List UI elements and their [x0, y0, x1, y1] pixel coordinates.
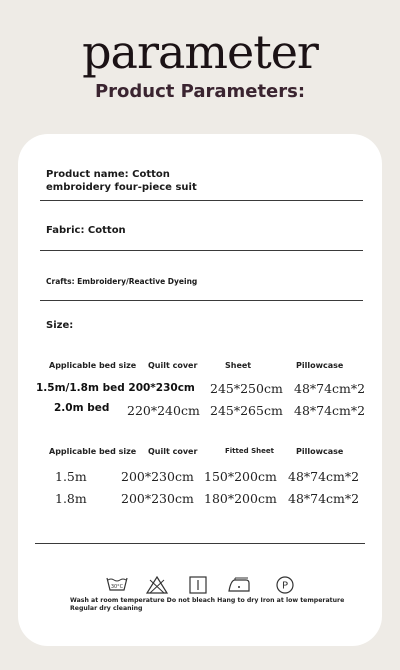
no-bleach-icon: [146, 576, 168, 598]
product-name-line2: embroidery four-piece suit: [46, 182, 197, 193]
care-instructions-line1: Wash at room temperature Do not bleach Hang to dry Iron at low temperature: [70, 597, 345, 604]
table2-row2-sheet: 180*200cm: [204, 491, 277, 506]
table2-header-bed-size: Applicable bed size: [49, 447, 137, 456]
fabric-text: Fabric: Cotton: [46, 225, 126, 236]
divider: [40, 300, 363, 301]
table1-row2-pillow: 48*74cm*2: [294, 403, 366, 418]
table2-row1-bed: 1.5m: [55, 469, 87, 484]
divider: [40, 200, 363, 201]
table2-header-pillow: Pillowcase: [296, 447, 344, 456]
product-name-line1: Product name: Cotton: [46, 169, 170, 180]
divider: [40, 250, 363, 251]
page-title: parameter: [82, 25, 318, 79]
table1-header-pillow: Pillowcase: [296, 361, 344, 370]
table1-row1-bed: 1.5m/1.8m bed 200*230cm: [36, 382, 195, 394]
table2-header-quilt: Quilt cover: [148, 447, 198, 456]
table2-row2-quilt: 200*230cm: [121, 491, 194, 506]
table2-row1-quilt: 200*230cm: [121, 469, 194, 484]
table1-row2-sheet: 245*265cm: [210, 403, 283, 418]
table1-row2-bed: 2.0m bed: [54, 402, 110, 414]
hang-dry-icon: [189, 576, 207, 598]
table1-header-sheet: Sheet: [225, 361, 252, 370]
table2-row1-sheet: 150*200cm: [204, 469, 277, 484]
table2-row2-bed: 1.8m: [55, 491, 87, 506]
parameter-card: [18, 134, 382, 646]
size-label: Size:: [46, 320, 74, 331]
wash-30-icon: [106, 576, 128, 596]
table2-row1-pillow: 48*74cm*2: [288, 469, 360, 484]
product-name: [46, 168, 197, 194]
table1-header-bed-size: Applicable bed size: [49, 361, 137, 370]
table2-header-fitted: Fitted Sheet: [225, 447, 274, 455]
table1-row2-quilt: 220*240cm: [127, 403, 200, 418]
table1-row1-pillow: 48*74cm*2: [294, 381, 366, 396]
wash-temperature-text: 30°C: [110, 584, 124, 590]
dry-clean-p-icon: [276, 576, 294, 598]
divider: [35, 543, 365, 544]
crafts-text: Crafts: Embroidery/Reactive Dyeing: [46, 277, 198, 286]
table1-header-quilt: Quilt cover: [148, 361, 198, 370]
table1-row1-sheet: 245*250cm: [210, 381, 283, 396]
iron-low-icon: [226, 577, 252, 597]
care-instructions-line2: Regular dry cleaning: [70, 605, 143, 612]
page-subtitle: Product Parameters:: [94, 81, 306, 102]
table2-row2-pillow: 48*74cm*2: [288, 491, 360, 506]
dry-clean-letter: P: [281, 580, 289, 592]
